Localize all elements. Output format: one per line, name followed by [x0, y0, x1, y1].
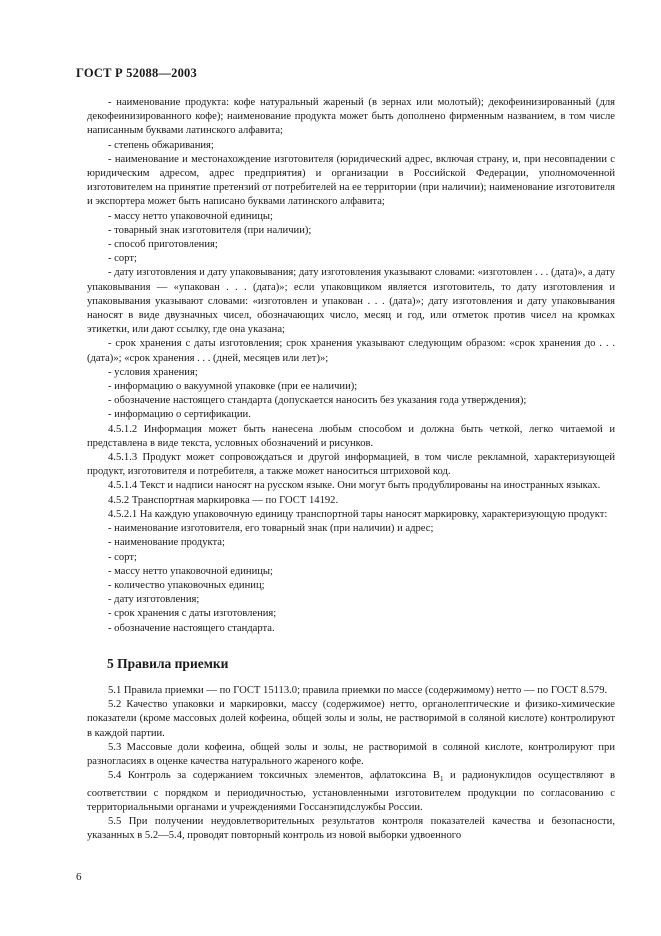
paragraph-5-3: 5.3 Массовые доли кофеина, общей золы и золы, не растворимой в соляной кислоте, контролируют при разногласиях в оценке качества натурального жареного кофе. [87, 741, 615, 768]
list-item: - дату изготовления; [108, 594, 200, 606]
paragraph: 4.5.1.3 Продукт может сопровождаться и другой информацией, в том числе рекламной, характеризующей продукт, изготовителя и потребителя, а также может наноситься штриховой код. [87, 452, 615, 478]
list-item: - срок хранения с даты изготовления; срок хранения указывают следующим образом: «срок хранения до . . . (дата)»; «срок хранения . . . (дней, месяцев или лет)»; [87, 338, 615, 364]
list-item: - наименование и местонахождение изготовителя (юридический адрес, включая страну, и, при несовпадении с юридическим адресом, адрес предприятия) и организации в Российской Федерации, уполномоченной изготовителем на принятие претензий от потребителей на ее территории (при наличии); наименование изготовителя и экспортера может быть написано буквами латинского алфавита; [87, 153, 615, 208]
list-item: - товарный знак изготовителя (при наличии); [108, 224, 312, 236]
paragraph: 4.5.2 Транспортная маркировка — по ГОСТ 14192. [108, 494, 339, 506]
list-item: - массу нетто упаковочной единицы; [108, 210, 273, 222]
list-item: - сорт; [108, 551, 137, 563]
list-item: - наименование продукта; [108, 537, 225, 549]
list-item: - способ приготовления; [108, 239, 218, 251]
paragraph-5-4: 5.4 Контроль за содержанием токсичных элементов, афлатоксина $B_1$ и радионуклидов осуществляют в соответствии с порядком и периодичностью, установленными изготовителем продукции по согласованию с территориальными органами и учреждениями Госсанэпидслужбы России. [87, 770, 615, 813]
list-item: - обозначение настоящего стандарта. [108, 622, 275, 634]
list-item: - степень обжаривания; [108, 139, 214, 151]
paragraph-5-5: 5.5 При получении неудовлетворительных результатов контроля показателей качества и безопасности, указанных в 5.2—5.4, проводят повторный контроль из новой выборки удвоенного [87, 815, 615, 842]
marking-requirements-text [87, 96, 615, 636]
list-item: - информацию о сертификации. [108, 409, 251, 421]
list-item: - дату изготовления и дату упаковывания; дату изготовления указывают словами: «изготовлен . . . (дата)», а дату упаковывания — «упакован . . . (дата)»; если упаковщиком является изготовитель, то дату изготовления и упаковывания указывают словами: «изготовлен и упакован . . . (дата)»; дату изготовления и дату упаковывания наносят в виде двузначных чисел, обозначающих число, месяц и год, или отметок против чисел на кромках этикетки, или дают ссылку, где она указана; [87, 267, 615, 336]
list-item: - информацию о вакуумной упаковке (при ее наличии); [108, 381, 358, 393]
document-header: ГОСТ Р 52088—2003 [76, 66, 197, 80]
paragraph: 4.5.1.4 Текст и надписи наносят на русском языке. Они могут быть продублированы на иностранных языках. [108, 480, 601, 492]
list-item: - наименование продукта: кофе натуральный жареный (в зернах или молотый); декофеинизированный (для декофеинизированного кофе); наименование продукта может быть дополнено фирменным названием, в том числе написанным буквами латинского алфавита; [87, 97, 615, 137]
acceptance-rules-text [87, 684, 615, 843]
list-item: - массу нетто упаковочной единицы; [108, 565, 273, 577]
paragraph-5-2: 5.2 Качество упаковки и маркировки, массу (содержимое) нетто, органолептические и физико-химические показатели (кроме массовых долей кофеина, общей золы и золы, не растворимой в соляной кислоте) контролируют в каждой партии. [87, 699, 615, 739]
list-item: - сорт; [108, 253, 137, 265]
list-item: - обозначение настоящего стандарта (допускается наносить без указания года утверждения); [108, 395, 527, 407]
section-title: 5 Правила приемки [107, 656, 229, 671]
list-item: - срок хранения с даты изготовления; [108, 608, 277, 620]
list-item: - наименование изготовителя, его товарный знак (при наличии) и адрес; [108, 523, 434, 535]
paragraph-5-1: 5.1 Правила приемки — по ГОСТ 15113.0; правила приемки по массе (содержимому) нетто — по ГОСТ 8.579. [108, 685, 608, 696]
page-number: 6 [76, 871, 82, 883]
paragraph: 4.5.1.2 Информация может быть нанесена любым способом и должна быть четкой, легко читаемой и представлена в виде текста, условных обозначений и рисунков. [87, 423, 615, 449]
paragraph: 4.5.2.1 На каждую упаковочную единицу транспортной тары наносят маркировку, характеризующую продукт: [108, 508, 608, 520]
list-item: - количество упаковочных единиц; [108, 579, 265, 591]
list-item: - условия хранения; [108, 366, 198, 378]
